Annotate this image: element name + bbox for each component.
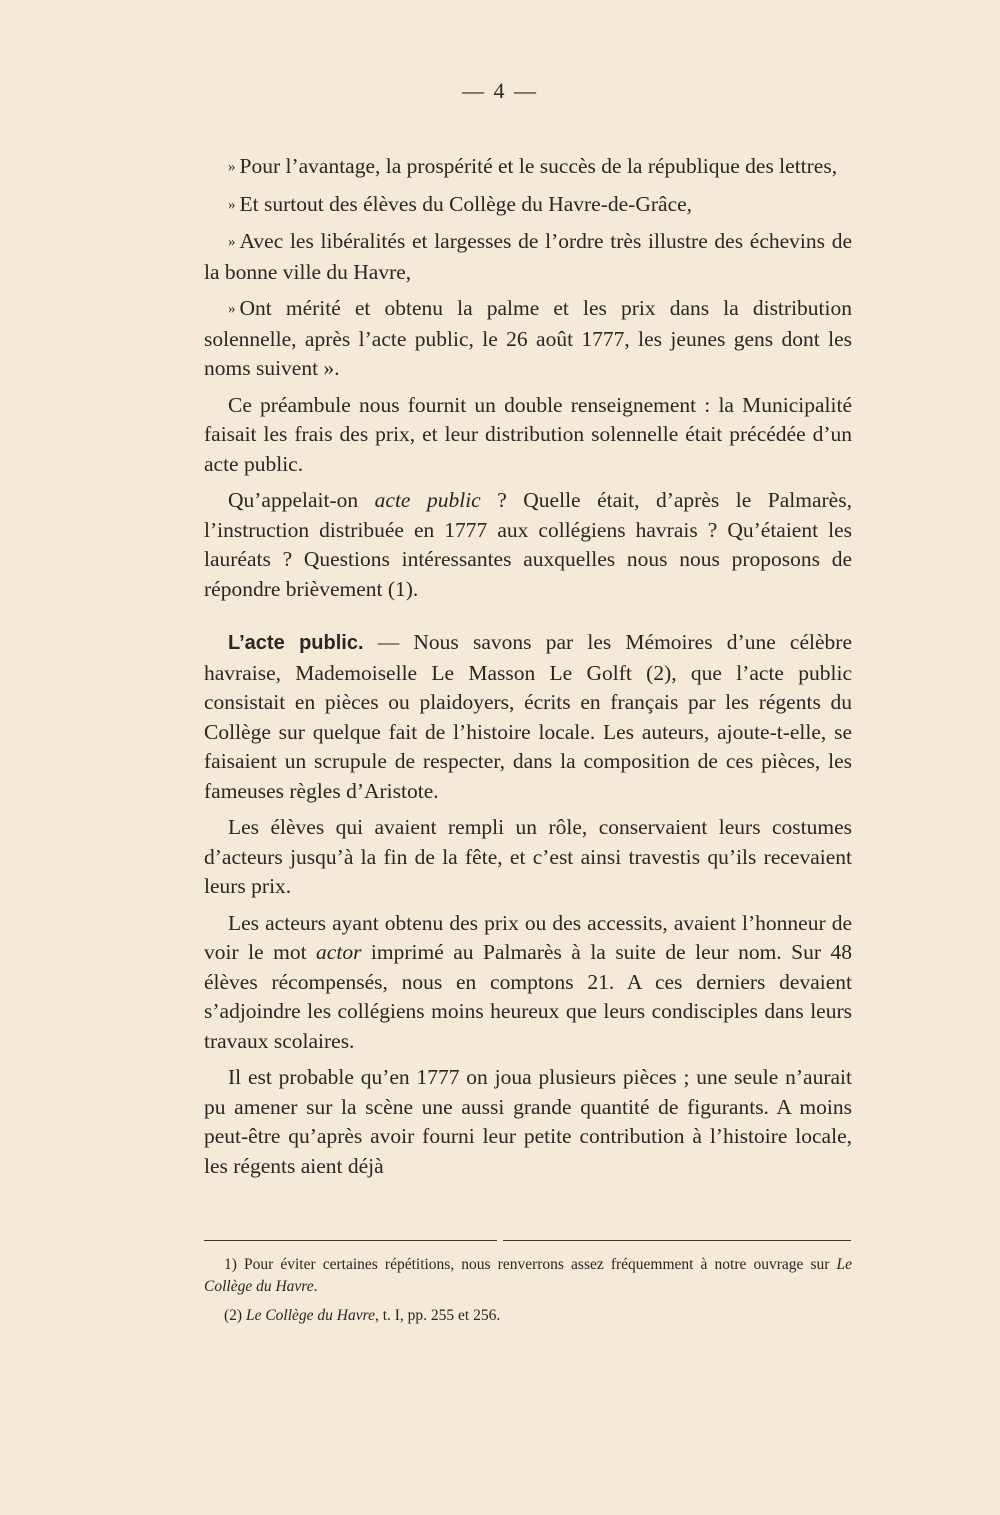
footnote-1 bbox=[204, 1254, 852, 1298]
footnotes bbox=[204, 1254, 852, 1334]
paragraph-questions bbox=[204, 486, 852, 604]
footnote-text: , t. I, pp. 255 et 256. bbox=[374, 1307, 501, 1324]
paragraph-text: Avec les libéralités et largesses de l’ordre très illustre des échevins de la bonne ville du Havre, bbox=[204, 229, 852, 284]
paragraph-text: ? Quelle était, d’après le Palmarès, l’instruction distribuée en 1777 aux collégiens havrais ? Qu’étaient les lauréats ? Questions intéressantes auxquelles nous nous proposons de répondre brièvement (1). bbox=[204, 488, 852, 601]
footnote-italic: Le Collège du Havre bbox=[204, 1256, 852, 1295]
quote-mark: » bbox=[228, 234, 236, 250]
paragraph-preambule: Ce préambule nous fournit un double renseignement : la Municipalité faisait les frais des prix, et leur distribution solennelle était précédée d’un acte public. bbox=[204, 392, 852, 476]
quote-mark: » bbox=[228, 159, 236, 175]
paragraph-text: imprimé au Palmarès à la suite de leur nom. Sur 48 élèves récompensés, nous en comptons 21. A ces derniers devaient s’adjoindre les collégiens moins heureux que leurs condisciples dans leurs travaux scolaires. bbox=[204, 940, 853, 1053]
paragraph-text: Qu’appelait-on bbox=[228, 488, 375, 512]
page-number: — 4 — bbox=[462, 78, 538, 103]
footnote-rule-left bbox=[204, 1240, 497, 1241]
paragraph-acte-public bbox=[204, 628, 852, 806]
paragraph-text: Pour l’avantage, la prospérité et le succès de la république des lettres, bbox=[239, 154, 838, 178]
footnote-italic: Le Collège du Havre bbox=[245, 1307, 375, 1324]
quote-paragraph-2 bbox=[204, 190, 852, 221]
paragraph-costumes: Les élèves qui avaient rempli un rôle, conservaient leurs costumes d’acteurs jusqu’à la fin de la fête, et c’est ainsi travestis qu’ils recevaient leurs prix. bbox=[204, 815, 852, 898]
section-heading: L’acte public. bbox=[228, 632, 364, 654]
footnote-2 bbox=[204, 1305, 852, 1327]
italic-term: acte public bbox=[374, 488, 481, 512]
paragraph-pieces: Il est probable qu’en 1777 on joua plusieurs pièces ; une seule n’aurait pu amener sur la scène une aussi grande quantité de figurants. A moins peut-être qu’après avoir fourni leur petite contribution à l’histoire locale, les régents aient déjà bbox=[204, 1065, 852, 1178]
paragraph-text: — Nous savons par les Mémoires d’une célèbre havraise, Mademoiselle Le Masson Le Golft (2), que l’acte public consistait en pièces ou plaidoyers, écrits en français par les régents du Collège sur quelque fait de l’histoire locale. Les auteurs, ajoute-t-elle, se faisaient un scrupule de respecter, dans la composition de ces pièces, les fameuses règles d’Aristote. bbox=[204, 630, 852, 803]
italic-term: actor bbox=[316, 940, 362, 964]
footnote-text: 1) Pour éviter certaines répétitions, nous renverrons assez fréquemment à notre ouvrage sur bbox=[224, 1256, 837, 1273]
quote-paragraph-1 bbox=[204, 152, 852, 183]
quote-mark: » bbox=[228, 301, 236, 317]
footnote-text: . bbox=[313, 1278, 318, 1295]
quote-mark: » bbox=[228, 196, 236, 213]
paragraph-acteurs bbox=[204, 909, 852, 1057]
quote-paragraph-4 bbox=[204, 294, 852, 384]
paragraph-text: Ont mérité et obtenu la palme et les prix dans la distribution solennelle, après l’acte public, le 26 août 1777, les jeunes gens dont les noms suivent ». bbox=[204, 296, 852, 380]
quote-paragraph-3 bbox=[204, 227, 852, 287]
footnote-rule-right bbox=[503, 1240, 851, 1241]
paragraph-text: Les acteurs ayant obtenu des prix ou des accessits, avaient l’honneur de voir le mot bbox=[204, 910, 852, 964]
paragraph-text: Et surtout des élèves du Collège du Havre-de-Grâce, bbox=[239, 191, 693, 216]
footnote-text: (2) bbox=[224, 1307, 246, 1324]
body-text bbox=[204, 152, 852, 1188]
